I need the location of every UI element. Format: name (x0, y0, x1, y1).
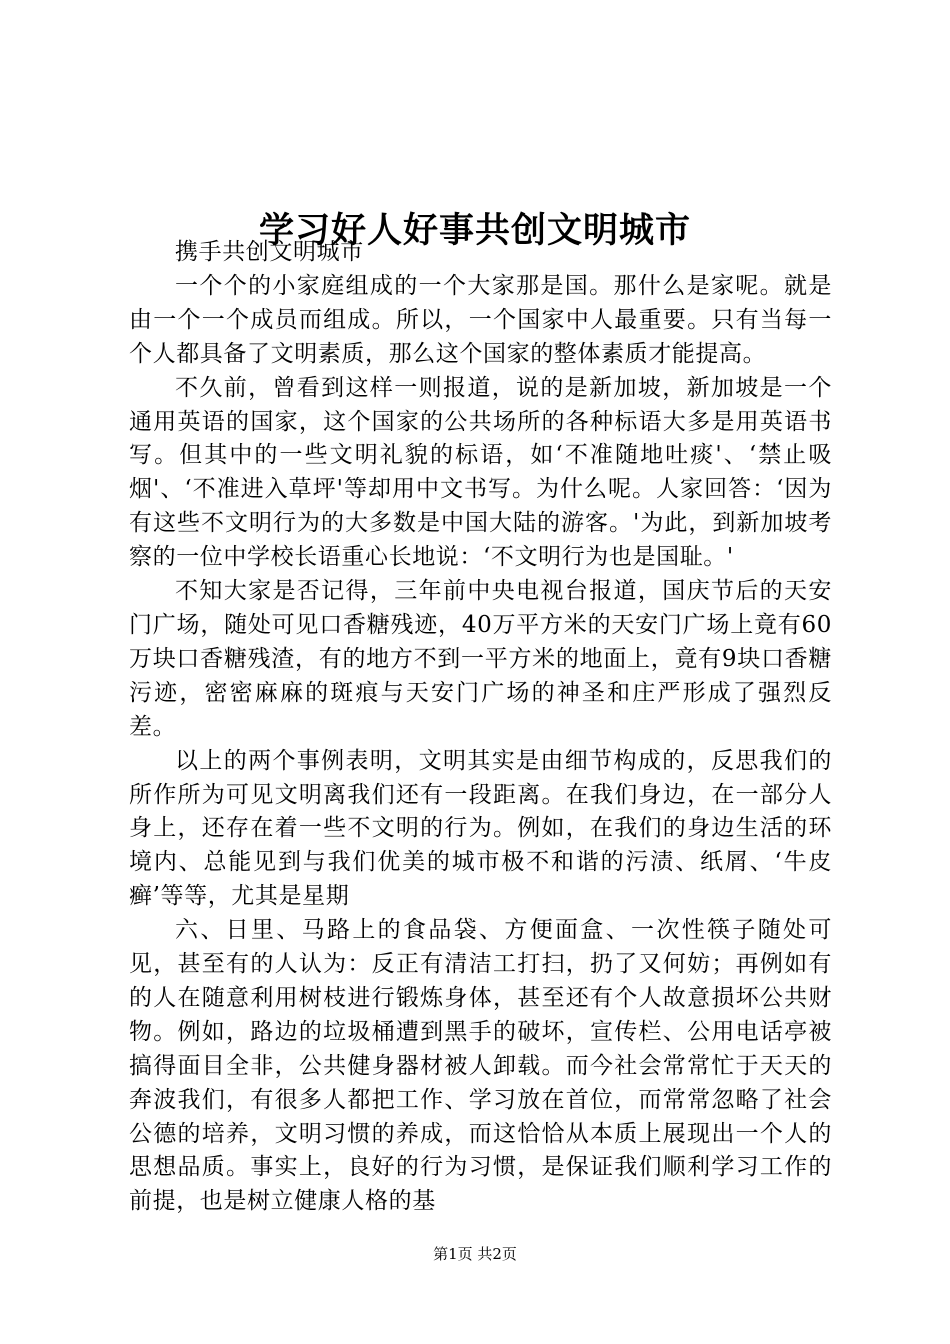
paragraph-uncivil-behaviors: 六、日里、马路上的食品袋、方便面盒、一次性筷子随处可见，甚至有的人认为：反正有清洁工打扫，扔了又何妨；再例如有的人在随意利用树枝进行锻炼身体，甚至还有个人故意损坏公共财物。例如，路边的垃圾桶遭到黑手的破坏，宣传栏、公用电话亭被搞得面目全非，公共健身器材被人卸载。而今社会常常忙于天天的奔波我们，有很多人都把工作、学习放在首位，而常常忽略了社会公德的培养，文明习惯的养成，而这恰恰从本质上展现出一个人的思想品质。事实上，良好的行为习惯，是保证我们顺利学习工作的前提，也是树立健康人格的基 (129, 917, 832, 1215)
paragraph-subtitle: 携手共创文明城市 (175, 239, 364, 265)
document-title: 学习好人好事共创文明城市 (258, 210, 691, 252)
document-body (129, 236, 832, 1219)
paragraph-tiananmen-gum: 不知大家是否记得，三年前中央电视台报道，国庆节后的天安门广场，随处可见口香糖残迹，40万平方米的天安门广场上竟有60万块口香糖残渣，有的地方不到一平方米的地面上，竟有9块口香糖污迹，密密麻麻的斑痕与天安门广场的神圣和庄严形成了强烈反差。 (129, 578, 832, 740)
page-number-footer: 第1页 共2页 (433, 1245, 517, 1263)
paragraph-family-nation: 一个个的小家庭组成的一个大家那是国。那什么是家呢。就是由一个一个成员而组成。所以，一个国家中人最重要。只有当每一个人都具备了文明素质，那么这个国家的整体素质才能提高。 (129, 272, 832, 367)
paragraph-singapore-report: 不久前，曾看到这样一则报道，说的是新加坡，新加坡是一个通用英语的国家，这个国家的公共场所的各种标语大多是用英语书写。但其中的一些文明礼貌的标语，如‘不准随地吐痰'、‘禁止吸烟'、‘不准进入草坪'等却用中文书写。为什么呢。人家回答：‘因为有这些不文明行为的大多数是中国大陆的游客。'为此，到新加坡考察的一位中学校长语重心长地说：‘不文明行为也是国耻。' (129, 374, 832, 571)
paragraph-civility-details: 以上的两个事例表明，文明其实是由细节构成的，反思我们的所作所为可见文明离我们还有一段距离。在我们身边，在一部分人身上，还存在着一些不文明的行为。例如，在我们的身边生活的环境内、总能见到与我们优美的城市极不和谐的污渍、纸屑、‘牛皮癣’等等，尤其是星期 (129, 747, 832, 910)
